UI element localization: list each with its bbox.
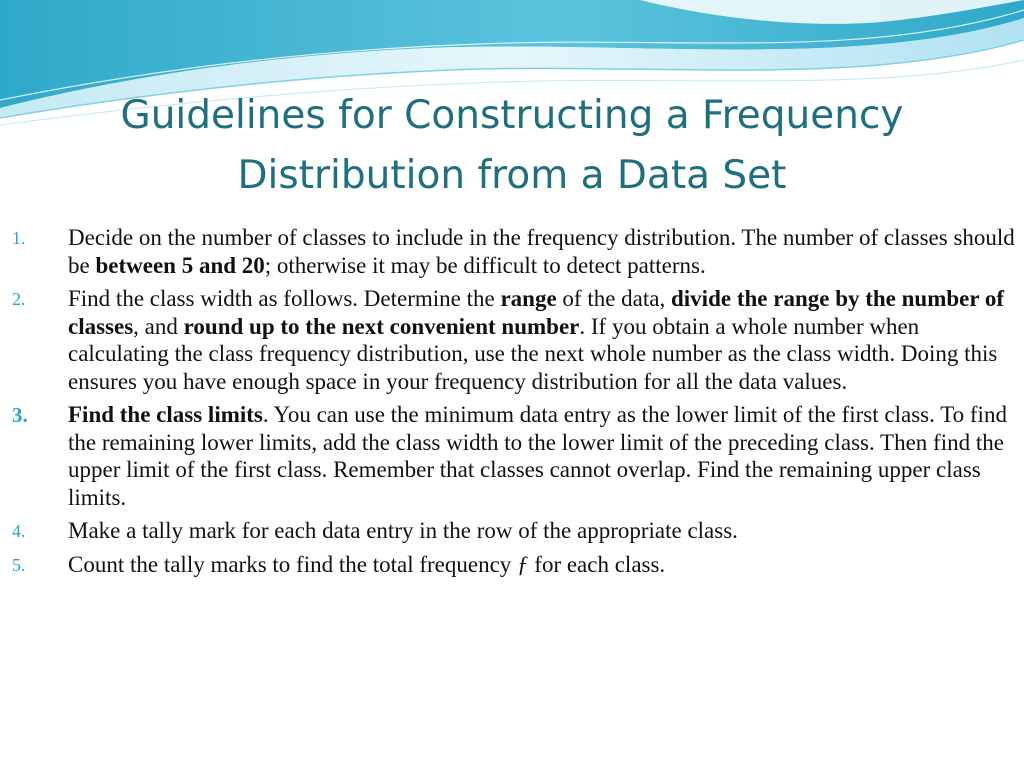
list-item-2 <box>0 285 1024 395</box>
item-text: Make a tally mark for each data entry in the row of the appropriate class. <box>68 518 738 543</box>
list-number: 1. <box>12 228 26 248</box>
list-number: 3. <box>12 403 28 427</box>
item-text: . If you obtain a whole number when calculating the class frequency distribution, use the next whole number as the class width. Doing this ensures you have enough space in your frequency distribution for all the data values. <box>68 313 998 394</box>
item-bold-text: divide the range by the number of classes <box>68 286 1005 339</box>
item-text: , and <box>133 313 184 339</box>
item-text: . You can use the minimum data entry as the lower limit of the first class. To find the remaining lower limits, add the class width to the lower limit of the preceding class. Then find the upper limit of the first class. Remember that classes cannot overlap. Find the remaining upper class limits. <box>68 402 1007 510</box>
item-bold-text: round up to the next convenient number <box>183 313 580 339</box>
list-item-4 <box>0 517 1024 545</box>
frequency-symbol: ƒ <box>517 551 529 577</box>
list-number: 2. <box>12 289 26 309</box>
list-item-1 <box>0 224 1024 279</box>
list-item-3 <box>0 401 1024 511</box>
item-text: Decide on the number of classes to include in the frequency distribution. The number of classes should be <box>68 225 1015 278</box>
list-number: 5. <box>12 554 26 575</box>
item-text: ; otherwise it may be difficult to detect patterns. <box>264 252 706 278</box>
title-line-1: Guidelines for Constructing a Frequency <box>120 93 904 138</box>
item-bold-text: between 5 and 20 <box>95 252 265 278</box>
item-bold-text: Find the class limits <box>68 402 263 427</box>
list-item-5 <box>0 551 1024 579</box>
item-bold-text: range <box>500 286 557 311</box>
item-text: for each class. <box>528 551 666 577</box>
item-text: of the data, <box>556 286 671 311</box>
item-text: Count the tally marks to find the total frequency <box>68 551 518 577</box>
slide-title <box>0 86 1024 206</box>
title-line-2: Distribution from a Data Set <box>237 153 787 198</box>
item-text: Find the class width as follows. Determine the <box>68 286 501 311</box>
numbered-list <box>0 224 1024 584</box>
list-number: 4. <box>12 521 26 541</box>
